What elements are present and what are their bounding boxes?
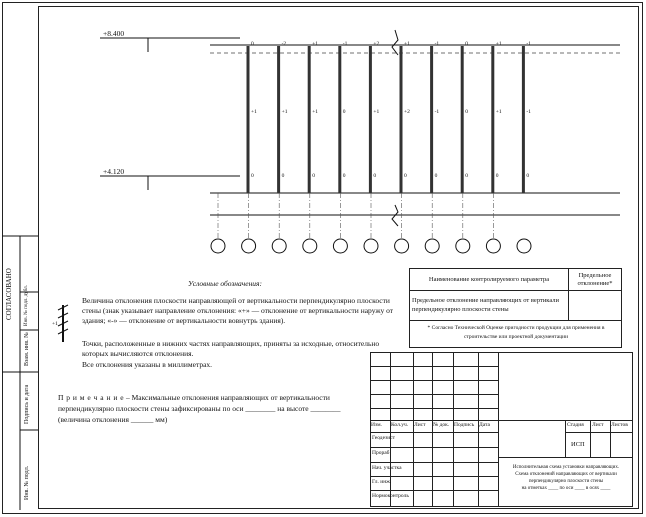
title-block-header: Кол.уч. <box>391 422 409 428</box>
axis-marker <box>364 239 378 253</box>
legend-title: Условные обозначения: <box>188 279 263 288</box>
param-footnote: * Согласно Технической Оценке пригодности продукции для применения в строительстве или проектной документации <box>427 325 605 340</box>
deviation-bottom-label: 0 <box>342 173 346 179</box>
grid-line <box>413 432 414 507</box>
deviation-bottom-label: 0 <box>465 173 468 179</box>
axis-marker <box>517 239 531 253</box>
stage-header: Лист <box>592 422 604 428</box>
grid-line <box>453 352 454 432</box>
title-block-role: Прораб <box>372 450 390 456</box>
axis-marker <box>242 239 256 253</box>
deviation-top-label: -1 <box>342 41 348 47</box>
axis-marker <box>333 239 347 253</box>
grid-line <box>478 352 479 432</box>
rail <box>400 46 403 193</box>
deviation-mid-label: +1 <box>495 109 502 115</box>
deviation-top-label: 0 <box>465 41 468 47</box>
grid-line <box>590 420 591 457</box>
title-description-line: Исполнительная схема установки направляющих. <box>512 465 620 470</box>
deviation-mid-label: +1 <box>312 109 319 115</box>
side-field-1: Взам. инв. № <box>24 332 30 366</box>
rail <box>247 46 250 193</box>
grid-line <box>432 352 433 432</box>
note-body: – Максимальные отклонения направляющих от вертикальности перпендикулярно плоскости стены зафиксированы по оси ________ на высоте ________ (величина отклонения ______ мм) <box>58 393 341 424</box>
grid-line <box>498 352 499 507</box>
axis-marker <box>395 239 409 253</box>
elevation-top-label: +8.400 <box>103 29 125 38</box>
axis-marker <box>211 239 225 253</box>
axis-marker <box>272 239 286 253</box>
deviation-top-label: +2 <box>373 41 380 47</box>
stage-value: ИСП <box>571 441 585 448</box>
grid-line <box>432 432 433 507</box>
title-block-header: Дата <box>479 422 490 428</box>
deviation-bottom-label: 0 <box>312 173 315 179</box>
param-col2-header: Предельное отклонение* <box>577 272 613 287</box>
rail <box>369 46 372 193</box>
grid-line <box>498 457 633 458</box>
param-col1-header: Наименование контролируемого параметра <box>428 276 550 283</box>
deviation-top-label: +1 <box>495 41 502 47</box>
deviation-mid-label: -1 <box>526 109 531 115</box>
side-small: Инв. № подл. дубл. <box>24 285 29 326</box>
rail <box>277 46 280 193</box>
deviation-bottom-label: 0 <box>526 173 530 179</box>
grid-line <box>478 432 479 507</box>
side-field-3: Инв. № подл. <box>24 465 30 500</box>
rail <box>461 46 464 193</box>
grid-line <box>413 352 414 432</box>
deviation-mid-label: 0 <box>342 109 346 115</box>
deviation-bottom-label: 0 <box>434 173 438 179</box>
title-block-role: Геодезист <box>372 435 396 441</box>
axis-marker <box>456 239 470 253</box>
title-block-role: Нормоконтроль <box>372 493 409 499</box>
note-text <box>58 392 368 425</box>
deviation-top-label: -1 <box>434 41 440 47</box>
grid-line <box>565 432 633 433</box>
elevation-bottom-label: +4.120 <box>103 167 125 176</box>
title-block-header: Лист <box>414 422 426 428</box>
deviation-mid-label: +1 <box>373 109 380 115</box>
legend-paragraph-3: Все отклонения указаны в миллиметрах. <box>82 360 213 369</box>
grid-line <box>565 420 566 457</box>
title-description-line: перпендикулярно плоскости стены <box>528 479 604 484</box>
deviation-bottom-label: 0 <box>251 173 254 179</box>
deviation-top-label: -2 <box>281 41 287 47</box>
deviation-top-label: +1 <box>404 41 410 47</box>
axis-marker <box>303 239 317 253</box>
param-row1: Предельное отклонение направляющих от вертикали перпендикулярно плоскости стены <box>412 297 560 313</box>
rail <box>430 46 433 193</box>
deviation-bottom-label: 0 <box>404 173 407 179</box>
note-label: П р и м е ч а н и е <box>58 393 125 402</box>
title-block-header: Изм. <box>371 422 382 428</box>
axis-marker <box>486 239 500 253</box>
legend-paragraph-1: Величина отклонения плоскости направляющей от вертикальности перпендикулярно плоскости стены (знак указывает направление отклонения: «+» — отклонение от вертикальности наружу от здания; «-» — отклонение от вертикальности вовнутрь здания). <box>82 296 394 325</box>
deviation-mid-label: +1 <box>281 109 288 115</box>
deviation-top-label: -1 <box>526 41 531 47</box>
deviation-mid-label: +1 <box>251 109 257 115</box>
grid-line <box>453 432 454 507</box>
deviation-top-label: 0 <box>251 41 254 47</box>
legend-paragraph-2: Точки, расположенные в нижних частях направляющих, приняты за исходные, относительно которых вычисляются отклонения. <box>82 339 380 358</box>
stage-header: Стадия <box>567 422 584 428</box>
deviation-mid-label: -1 <box>434 109 440 115</box>
rail <box>338 46 341 193</box>
title-description-line: на отметках ____ по оси ____ в осях ____ <box>521 486 611 491</box>
rail <box>522 46 525 193</box>
grid-line <box>390 352 391 432</box>
legend-marker-label: +1 <box>52 321 58 327</box>
stage-header: Листов <box>611 422 628 428</box>
title-block-role: Гл. инж. <box>372 479 392 485</box>
title-description-line: Схема отклонений направляющих от вертикали <box>515 472 617 477</box>
side-agreed: СОГЛАСОВАНО <box>5 268 13 320</box>
rail <box>308 46 311 193</box>
deviation-top-label: +1 <box>312 41 319 47</box>
deviation-mid-label: +2 <box>404 109 410 115</box>
deviation-bottom-label: 0 <box>281 173 285 179</box>
axis-marker <box>425 239 439 253</box>
title-block-header: № док. <box>433 422 450 428</box>
deviation-bottom-label: 0 <box>373 173 377 179</box>
rail <box>491 46 494 193</box>
deviation-mid-label: 0 <box>465 109 468 115</box>
title-block-role: Нач. участка <box>372 465 402 471</box>
side-field-2: Подпись и дата <box>24 384 30 424</box>
deviation-bottom-label: 0 <box>495 173 499 179</box>
title-block-header: Подпись <box>454 422 475 428</box>
